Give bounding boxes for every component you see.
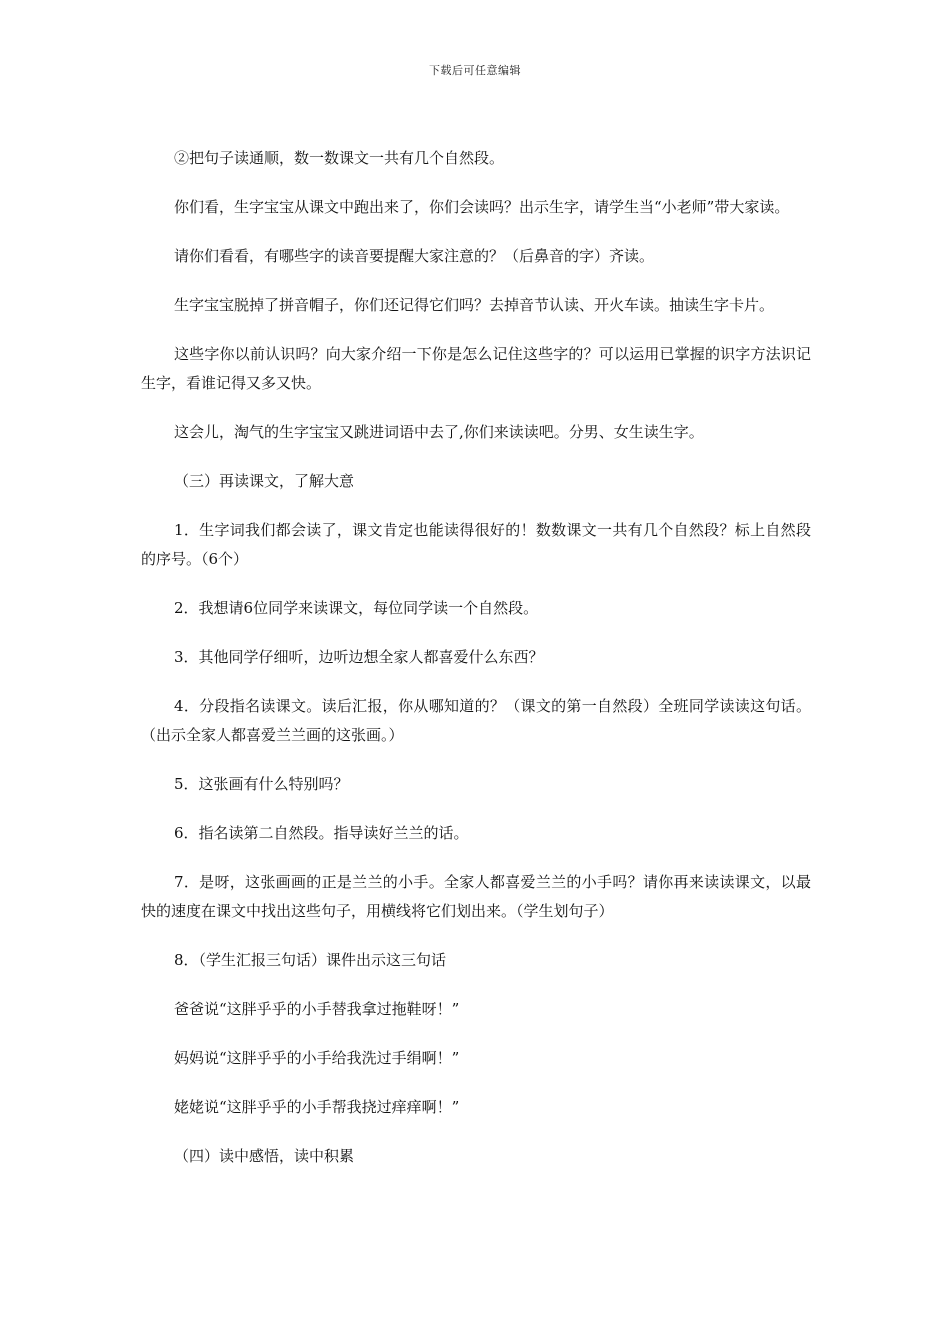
paragraph-1: ②把句子读通顺，数一数课文一共有几个自然段。 [174, 149, 505, 167]
section-heading-4: （四）读中感悟，读中积累 [174, 1147, 355, 1165]
paragraph-5: 这些字你以前认识吗？向大家介绍一下你是怎么记住这些字的？可以运用已掌握的识字方法识记生字，看谁记得又多又快。 [141, 345, 811, 392]
section-heading-3: （三）再读课文，了解大意 [174, 472, 355, 490]
list-item-4: 4．分段指名读课文。读后汇报，你从哪知道的？（课文的第一自然段）全班同学读读这句话。（出示全家人都喜爱兰兰画的这张画。） [141, 697, 811, 744]
list-item-1: 1．生字词我们都会读了，课文肯定也能读得很好的！数数课文一共有几个自然段？标上自然段的序号。（6个） [141, 521, 811, 568]
document-body [141, 144, 811, 1191]
list-item-3: 3．其他同学仔细听，边听边想全家人都喜爱什么东西？ [174, 648, 544, 666]
list-item-5: 5．这张画有什么特别吗？ [174, 775, 349, 793]
paragraph-4: 生字宝宝脱掉了拼音帽子，你们还记得它们吗？去掉音节认读、开火车读。抽读生字卡片。 [174, 296, 775, 314]
list-item-7: 7．是呀，这张画画的正是兰兰的小手。全家人都喜爱兰兰的小手吗？请你再来读读课文，以最快的速度在课文中找出这些句子，用横线将它们划出来。（学生划句子） [141, 873, 811, 920]
list-item-6: 6．指名读第二自然段。指导读好兰兰的话。 [174, 824, 469, 842]
quote-dad: 爸爸说“这胖乎乎的小手替我拿过拖鞋呀！” [174, 1000, 460, 1018]
paragraph-3: 请你们看看，有哪些字的读音要提醒大家注意的？（后鼻音的字）齐读。 [174, 247, 655, 265]
page-header: 下载后可任意编辑 [429, 64, 521, 77]
paragraph-2: 你们看，生字宝宝从课文中跑出来了，你们会读吗？出示生字，请学生当“小老师”带大家读。 [174, 198, 790, 216]
paragraph-6: 这会儿，淘气的生字宝宝又跳进词语中去了,你们来读读吧。分男、女生读生字。 [174, 423, 704, 441]
list-item-8: 8．（学生汇报三句话）课件出示这三句话 [174, 951, 447, 969]
quote-grandma: 姥姥说“这胖乎乎的小手帮我挠过痒痒啊！” [174, 1098, 460, 1116]
quote-mom: 妈妈说“这胖乎乎的小手给我洗过手绢啊！” [174, 1049, 460, 1067]
list-item-2: 2．我想请6位同学来读课文，每位同学读一个自然段。 [174, 599, 539, 617]
